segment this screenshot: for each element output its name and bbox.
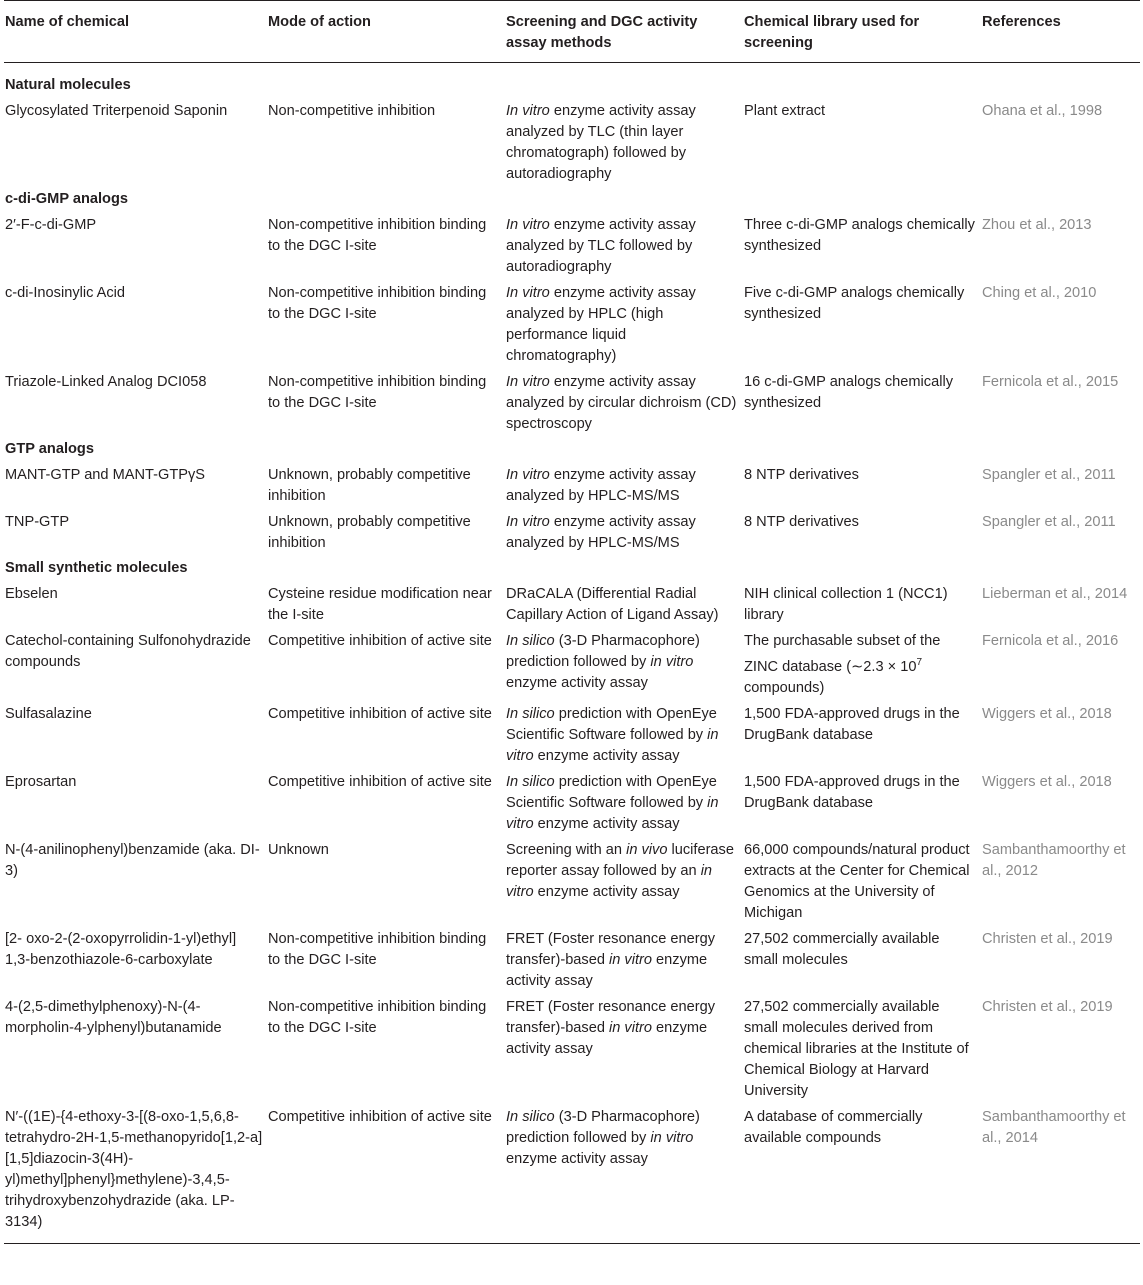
header-mode: Mode of action (267, 1, 505, 63)
reference: Spangler et al., 2011 (982, 467, 1116, 483)
chemical-name: Glycosylated Triterpenoid Saponin (5, 103, 228, 119)
assay-method (505, 97, 743, 186)
table-row (4, 368, 1140, 436)
mode-of-action: Cysteine residue modification near the I-site (268, 586, 492, 623)
mode-of-action: Non-competitive inhibition binding to the DGC I-site (268, 217, 487, 254)
assay-text: (3-D Pharmacophore) prediction followed by (506, 1108, 700, 1146)
mode-of-action: Unknown, probably competitive inhibition (268, 467, 471, 504)
chemical-name: Triazole-Linked Analog DCI058 (5, 374, 207, 390)
chemical-name: Eprosartan (5, 773, 77, 790)
mode-of-action: Competitive inhibition of active site (268, 633, 492, 649)
table-row (4, 768, 1140, 836)
library-exponent: 7 (916, 657, 923, 668)
mode-of-action: Non-competitive inhibition binding to the DGC I-site (268, 930, 487, 968)
chemical-library (743, 768, 981, 836)
mode-of-action: Non-competitive inhibition binding to the DGC I-site (268, 998, 487, 1036)
assay-text: prediction with OpenEye Scientific Software followed by (506, 773, 717, 811)
chemical-library (743, 580, 981, 627)
table-body (4, 63, 1140, 1244)
reference: Wiggers et al., 2018 (982, 705, 1112, 722)
section-title: Natural molecules (5, 77, 131, 93)
reference: Ohana et al., 1998 (982, 103, 1103, 119)
library-text: The purchasable subset of the ZINC database (∼2.3 × 10 (744, 633, 941, 675)
assay-method (505, 580, 743, 627)
header-references: References (981, 1, 1140, 63)
table-row (4, 211, 1140, 279)
assay-text: prediction with OpenEye Scientific Software followed by (506, 705, 717, 743)
library-text: 27,502 commercially available small molecules derived from chemical libraries at the Institute of Chemical Biology at Harvard University (744, 998, 969, 1099)
mode-of-action: Competitive inhibition of active site (268, 705, 492, 722)
assay-text: In silico (506, 633, 555, 649)
section-row (4, 186, 1140, 211)
assay-method (505, 836, 743, 925)
library-text: Plant extract (744, 103, 826, 119)
assay-method (505, 768, 743, 836)
assay-text: in vitro (506, 794, 719, 832)
library-text: 8 NTP derivatives (744, 514, 859, 530)
mode-of-action: Unknown, probably competitive inhibition (268, 514, 471, 551)
assay-method (505, 279, 743, 368)
assay-text: enzyme activity assay (533, 815, 680, 832)
chemical-library (743, 836, 981, 925)
library-text: 8 NTP derivatives (744, 467, 859, 483)
assay-method (505, 993, 743, 1103)
reference: Lieberman et al., 2014 (982, 586, 1128, 602)
header-assay: Screening and DGC activity assay methods (505, 1, 743, 63)
chemical-name: [2- oxo-2-(2-oxopyrrolidin-1-yl)ethyl] 1,3-benzothiazole-6-carboxylate (5, 930, 237, 968)
chemical-library (743, 368, 981, 436)
section-title: c-di-GMP analogs (5, 191, 128, 207)
assay-text: FRET (Foster resonance energy transfer)-based (506, 998, 715, 1036)
assay-text: FRET (Foster resonance energy transfer)-based (506, 930, 715, 968)
reference: Sambanthamoorthy et al., 2012 (982, 841, 1126, 879)
mode-of-action: Competitive inhibition of active site (267, 1103, 505, 1244)
table-row (4, 700, 1140, 768)
table-row (4, 580, 1140, 627)
assay-text: enzyme activity assay analyzed by HPLC-MS/MS (506, 514, 696, 551)
table-row (4, 508, 1140, 555)
assay-method (505, 461, 743, 508)
assay-method (505, 211, 743, 279)
assay-text: In vitro (506, 217, 550, 233)
assay-method (505, 627, 743, 700)
assay-text: (3-D Pharmacophore) prediction followed by (506, 633, 700, 670)
mode-of-action: Non-competitive inhibition (268, 103, 436, 119)
assay-method (505, 925, 743, 993)
library-text: 16 c-di-GMP analogs chemically synthesized (744, 374, 953, 411)
assay-text: in vivo (626, 841, 668, 858)
inhibitor-table (4, 0, 1140, 1244)
chemical-library (743, 508, 981, 555)
assay-text: enzyme activity assay analyzed by circular dichroism (CD) spectroscopy (506, 374, 737, 432)
assay-text: In silico (506, 773, 555, 790)
assay-text: enzyme activity assay analyzed by TLC followed by autoradiography (506, 217, 696, 275)
assay-text: In vitro (506, 374, 550, 390)
reference: Spangler et al., 2011 (982, 514, 1116, 530)
chemical-library (743, 97, 981, 186)
chemical-library (743, 1103, 981, 1244)
assay-text: enzyme activity assay (506, 951, 708, 989)
assay-text: in vitro (650, 654, 694, 670)
chemical-name: c-di-Inosinylic Acid (5, 285, 126, 301)
assay-text: DRaCALA (Differential Radial Capillary Action of Ligand Assay) (506, 586, 719, 623)
reference: Christen et al., 2019 (982, 998, 1113, 1015)
library-text: 27,502 commercially available small molecules (744, 930, 940, 968)
assay-text: enzyme activity assay (533, 747, 680, 764)
mode-of-action: Non-competitive inhibition binding to the DGC I-site (268, 285, 487, 322)
assay-text: In vitro (506, 467, 550, 483)
chemical-name: TNP-GTP (5, 514, 70, 530)
chemical-name: Ebselen (5, 586, 58, 602)
table-row (4, 993, 1140, 1103)
assay-text: in vitro (609, 951, 652, 968)
reference: Ching et al., 2010 (982, 285, 1097, 301)
header-name: Name of chemical (4, 1, 267, 63)
assay-text: In vitro (506, 103, 550, 119)
library-text-after: compounds) (744, 679, 825, 696)
assay-text: enzyme activity assay (533, 883, 680, 900)
assay-text: enzyme activity assay (506, 1150, 648, 1167)
library-text: 1,500 FDA-approved drugs in the DrugBank database (744, 705, 960, 743)
table-row (4, 1103, 1140, 1244)
section-row (4, 63, 1140, 98)
assay-text: in vitro (506, 862, 713, 900)
header-row (4, 1, 1140, 63)
assay-text: In vitro (506, 285, 550, 301)
library-text: Five c-di-GMP analogs chemically synthesized (744, 285, 965, 322)
assay-text: in vitro (506, 726, 719, 764)
table-row (4, 279, 1140, 368)
chemical-name: 4-(2,5-dimethylphenoxy)-N-(4-morpholin-4-ylphenyl)butanamide (5, 998, 222, 1036)
chemical-library (743, 461, 981, 508)
section-title: Small synthetic molecules (5, 560, 188, 576)
table-row (4, 627, 1140, 700)
header-library: Chemical library used for screening (743, 1, 981, 63)
section-row (4, 555, 1140, 580)
assay-method (505, 700, 743, 768)
library-text: 66,000 compounds/natural product extracts at the Center for Chemical Genomics at the University of Michigan (744, 841, 970, 921)
chemical-name: Sulfasalazine (5, 705, 92, 722)
assay-text: in vitro (650, 1129, 694, 1146)
assay-method (505, 508, 743, 555)
assay-text: Screening with an (506, 841, 627, 858)
assay-text: enzyme activity assay (506, 1019, 708, 1057)
chemical-library (743, 700, 981, 768)
library-text: 1,500 FDA-approved drugs in the DrugBank database (744, 773, 960, 811)
chemical-name: MANT-GTP and MANT-GTPγS (5, 467, 206, 483)
assay-text: enzyme activity assay analyzed by HPLC-MS/MS (506, 467, 696, 504)
assay-text: enzyme activity assay (506, 675, 648, 691)
reference: Zhou et al., 2013 (982, 217, 1092, 233)
section-title: GTP analogs (5, 441, 94, 457)
mode-of-action: Non-competitive inhibition binding to the DGC I-site (268, 374, 487, 411)
chemical-name: N-(4-anilinophenyl)benzamide (aka. DI-3) (5, 841, 260, 879)
assay-text: In vitro (506, 514, 550, 530)
assay-text: enzyme activity assay analyzed by HPLC (high performance liquid chromatography) (506, 285, 696, 364)
chemical-library (743, 627, 981, 700)
assay-text: In silico (506, 1108, 555, 1125)
mode-of-action: Unknown (268, 841, 329, 858)
chemical-library (743, 279, 981, 368)
table-row (4, 925, 1140, 993)
reference: Christen et al., 2019 (982, 930, 1113, 947)
chemical-library (743, 925, 981, 993)
assay-text: in vitro (609, 1019, 652, 1036)
chemical-name: Catechol-containing Sulfonohydrazide compounds (5, 633, 251, 670)
chemical-library (743, 993, 981, 1103)
table-row (4, 97, 1140, 186)
table-row (4, 836, 1140, 925)
library-text: NIH clinical collection 1 (NCC1) library (744, 586, 948, 623)
library-text: A database of commercially available compounds (744, 1108, 923, 1146)
reference: Sambanthamoorthy et al., 2014 (981, 1103, 1140, 1244)
reference: Fernicola et al., 2016 (982, 633, 1119, 649)
library-text: Three c-di-GMP analogs chemically synthesized (744, 217, 975, 254)
table-row (4, 461, 1140, 508)
assay-text: In silico (506, 705, 555, 722)
mode-of-action: Competitive inhibition of active site (268, 773, 492, 790)
assay-text: enzyme activity assay analyzed by TLC (thin layer chromatograph) followed by autoradiography (506, 103, 696, 182)
chemical-name: 2′-F-c-di-GMP (5, 217, 97, 233)
reference: Fernicola et al., 2015 (982, 374, 1119, 390)
assay-method (505, 368, 743, 436)
assay-text: luciferase reporter assay followed by an (506, 841, 734, 879)
section-row (4, 436, 1140, 461)
chemical-name: N′-((1E)-{4-ethoxy-3-[(8-oxo-1,5,6,8-tetrahydro-2H-1,5-methanopyrido[1,2-a] [1,5]diazocin-3(4H)-yl)methyl]phenyl}methylene)-3,4,5-trihydroxybenzohydrazide (aka. LP-3134) (4, 1103, 267, 1244)
assay-method (505, 1103, 743, 1244)
reference: Wiggers et al., 2018 (982, 773, 1112, 790)
chemical-library (743, 211, 981, 279)
